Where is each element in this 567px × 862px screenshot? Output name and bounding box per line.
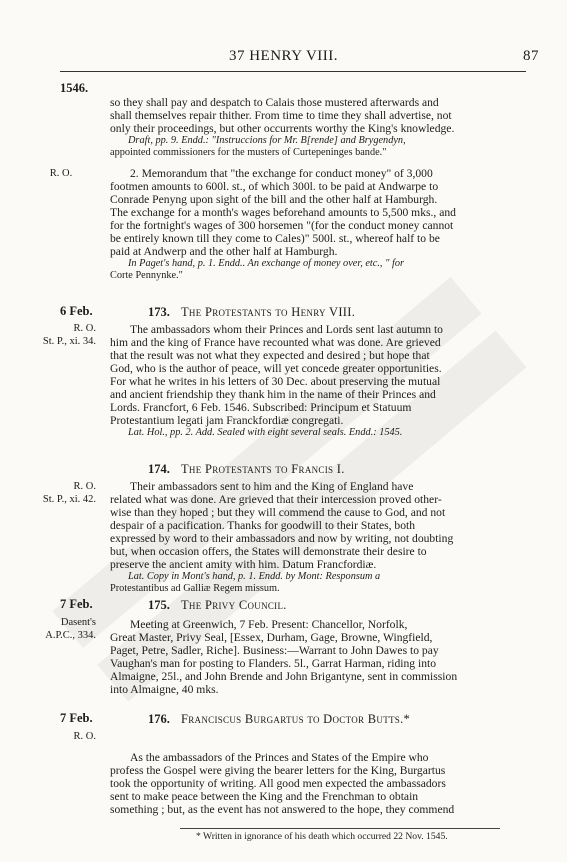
text-line: something ; but, as the event has not answered to the hope, they commend bbox=[110, 803, 455, 816]
entry-paragraph bbox=[110, 323, 526, 439]
text-line: Almaigne, 25l., and John Brende and John Brigantyne, sent in commission bbox=[110, 670, 458, 683]
text-line: expressed by word to their ambassadors and now by writing, not doubting bbox=[110, 532, 454, 545]
entry-date: 7 Feb. bbox=[60, 597, 93, 611]
header-rule bbox=[60, 71, 526, 72]
footnote-rule bbox=[180, 828, 500, 829]
margin-ref-line: A.P.C., 334. bbox=[45, 630, 96, 641]
entry-paragraph bbox=[110, 751, 526, 816]
running-head bbox=[0, 48, 567, 70]
text-line: preserve the ancient amity with him. Datum Francfordiæ. bbox=[110, 558, 377, 571]
text-line: paid at Andwerp and the other half at Hamburgh. bbox=[110, 245, 338, 258]
margin-ref bbox=[34, 322, 96, 348]
text-line: Paget, Petre, Sadler, Riche]. Business:—Warrant to John Dawes to pay bbox=[110, 644, 439, 657]
text-line: Lords. Francfort, 6 Feb. 1546. Subscribed: Principum et Statuum bbox=[110, 401, 412, 414]
text-line: for the fortnight's wages of 300 horsemen "(for the conduct money cannot bbox=[110, 219, 454, 232]
entry-paragraph bbox=[110, 618, 526, 696]
text-line: shall themselves repair thither. From time to time they shall advertise, not bbox=[110, 109, 452, 122]
text-line: wise than they hoped ; but they will commend the cause to God, and not bbox=[110, 506, 446, 519]
text-line: 2. Memorandum that "the exchange for conduct money" of 3,000 bbox=[130, 167, 433, 180]
entry-title: The Privy Council. bbox=[181, 598, 287, 612]
text-line: Vaughan's man for posting to Flanders. 5l., Garrat Harman, riding into bbox=[110, 657, 437, 670]
year-label: 1546. bbox=[60, 81, 89, 95]
endorsement-note: Lat. Hol., pp. 2. Add. Sealed with eight several seals. Endd.: 1545. bbox=[128, 427, 403, 438]
entry-paragraph bbox=[110, 480, 526, 595]
text-line: into Almaigne, 40 mks. bbox=[110, 683, 219, 696]
entry-heading bbox=[148, 305, 355, 320]
text-line: him and the king of France have recounted what was done. Are grieved bbox=[110, 336, 441, 349]
entry-title: Franciscus Burgartus to Doctor Butts.* bbox=[181, 712, 411, 726]
text-line: sent to make peace between the King and the Frenchman to obtain bbox=[110, 790, 419, 803]
text-line: related what was done. Are grieved that their intercession proved other- bbox=[110, 493, 442, 506]
text-line: God, who is the author of peace, will yet concede greater opportunities. bbox=[110, 362, 442, 375]
footnote: * Written in ignorance of his death which occurred 22 Nov. 1545. bbox=[196, 831, 448, 842]
entry-heading bbox=[148, 462, 345, 477]
endorsement-note: Protestantibus ad Galliæ Regem missum. bbox=[110, 583, 280, 594]
endorsement-note: Lat. Copy in Mont's hand, p. 1. Endd. by Mont: Responsum a bbox=[128, 571, 381, 582]
entry-date: 7 Feb. bbox=[60, 711, 93, 725]
endorsement-note: appointed commissioners for the musters of Curtepeninges bande." bbox=[110, 147, 387, 158]
margin-ref-line: St. P., xi. 42. bbox=[42, 494, 96, 505]
text-line: only their proceedings, but other occurrents worthy the King's knowledge. bbox=[110, 122, 455, 135]
text-line: that the result was not what they expected and desired ; but hope that bbox=[110, 349, 430, 362]
entry-number: 173. bbox=[148, 305, 170, 319]
text-line: footmen amounts to 600l. st., of which 300l. to be paid at Andwarpe to bbox=[110, 180, 439, 193]
text-line: profess the Gospel were giving the bearer letters for the King, Burgartus bbox=[110, 764, 446, 777]
running-head-title: 37 HENRY VIII. bbox=[228, 48, 339, 64]
text-line: The exchange for a month's wages beforehand amounts to 5,500 mks., and bbox=[110, 206, 456, 219]
text-line: Conrade Penyng upon sight of the bill and the other half at Hamburgh. bbox=[110, 193, 438, 206]
endorsement-note: Draft, pp. 9. Endd.: "Instruccions for Mr. B[rende] and Brygendyn, bbox=[128, 135, 406, 146]
text-line: Meeting at Greenwich, 7 Feb. Present: Chancellor, Norfolk, bbox=[130, 618, 408, 631]
entry-title: The Protestants to Francis I. bbox=[181, 462, 345, 476]
text-line: took the opportunity of writing. All good men expected the ambassadors bbox=[110, 777, 446, 790]
top-paragraph bbox=[110, 96, 526, 159]
text-line: As the ambassadors of the Princes and States of the Empire who bbox=[130, 751, 429, 764]
entry-number: 174. bbox=[148, 462, 170, 476]
margin-ref-line: R. O. bbox=[73, 323, 96, 334]
entry-title: The Protestants to Henry VIII. bbox=[181, 305, 356, 319]
margin-ref bbox=[34, 480, 96, 506]
margin-ref bbox=[34, 616, 96, 642]
endorsement-note: In Paget's hand, p. 1. Endd.. An exchange of money over, etc., " for bbox=[128, 258, 404, 269]
memorandum-paragraph bbox=[110, 167, 526, 282]
text-line: The ambassadors whom their Princes and Lords sent last autumn to bbox=[130, 323, 443, 336]
margin-ref-line: Dasent's bbox=[60, 617, 96, 628]
entry-heading bbox=[148, 598, 287, 613]
margin-ref-line: St. P., xi. 34. bbox=[42, 336, 96, 347]
text-line: Protestantium legati jam Franckfordiæ congregati. bbox=[110, 414, 344, 427]
page-number: 87 bbox=[523, 48, 539, 64]
margin-ref bbox=[34, 730, 96, 743]
text-line: be entirely known till they come to Cales)" 500l. st., whereof half to be bbox=[110, 232, 440, 245]
text-line: For what he writes in his letters of 30 Dec. about preserving the mutual bbox=[110, 375, 441, 388]
text-line: but, when occasion offers, the States will demonstrate their desire to bbox=[110, 545, 427, 558]
endorsement-note: Corte Pennynke." bbox=[110, 270, 183, 281]
text-line: and ancient friendship they thank him in the name of their Princes and bbox=[110, 388, 436, 401]
text-line: Great Master, Privy Seal, [Essex, Durham, Gage, Browne, Wingfield, bbox=[110, 631, 433, 644]
text-line: so they shall pay and despatch to Calais those mustered afterwards and bbox=[110, 96, 439, 109]
text-line: Their ambassadors sent to him and the King of England have bbox=[130, 480, 414, 493]
margin-ref: R. O. bbox=[49, 168, 73, 179]
text-line: despair of a pacification. Thanks for goodwill to their States, both bbox=[110, 519, 416, 532]
entry-date: 6 Feb. bbox=[60, 304, 93, 318]
entry-number: 176. bbox=[148, 712, 170, 726]
margin-ref-line: R. O. bbox=[73, 481, 96, 492]
entry-heading bbox=[148, 712, 410, 727]
margin-ref-line: R. O. bbox=[73, 731, 96, 742]
entry-number: 175. bbox=[148, 598, 170, 612]
